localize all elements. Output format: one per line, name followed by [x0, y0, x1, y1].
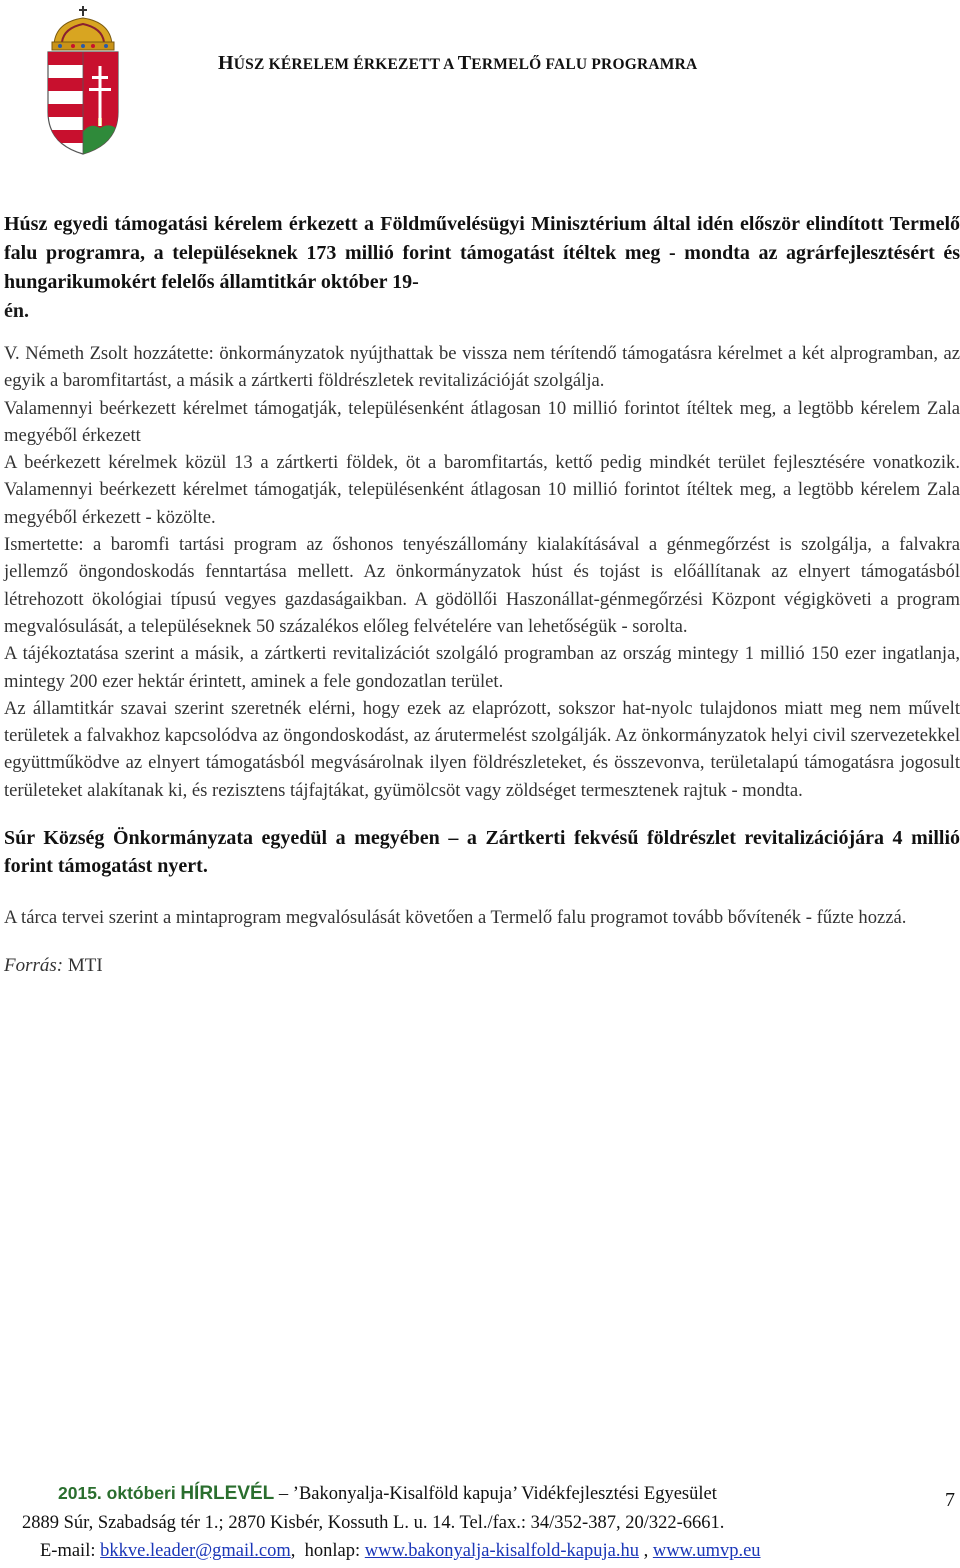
- article-closing: A tárca tervei szerint a mintaprogram megvalósulását követően a Termelő falu programot tovább bővítenék - fűzte hozzá.: [4, 907, 907, 929]
- article-paragraph: Az államtitkár szavai szerint szeretnék elérni, hogy ezek az elaprózott, sokszor hat-nyolc tulajdonos miatt meg nem művelt területek a falvakhoz kapcsolódva az öngondoskodást, az árutermelést szolgálják. Az önkormányzatok helyi civil szervezetekkel együttműködve az elnyert támogatásból megvásárolnak ilyen földrészleteket, és összevonva, területalapú támogatásra jogosult területeket alakítanak ki, és rezisztens tájfajtákat, gyümölcsöt vagy zöldséget termesztenek rajtuk - mondta.: [4, 697, 960, 801]
- footer-address: 2889 Súr, Szabadság tér 1.; 2870 Kisbér, Kossuth L. u. 14. Tel./fax.: 34/352-387, 20/322-6661.: [22, 1513, 725, 1533]
- title-part-1: H: [218, 52, 234, 74]
- article-lead-end: én.: [4, 300, 29, 322]
- title-part-4: ERMELŐ FALU PROGRAMRA: [471, 56, 698, 73]
- page-header-title: [218, 52, 697, 75]
- article: [4, 210, 960, 977]
- footer-month: 2015. októberi: [58, 1483, 176, 1503]
- article-paragraph: A beérkezett kérelmek közül 13 a zártkerti földek, öt a baromfitartás, kettő pedig mindkét terület fejlesztésére vonatkozik. Valamennyi beérkezett kérelmet támogatják, településenként átlagosan 10 millió forintot ítéltek meg, a legtöbb kérelem Zala megyéből érkezett - közölte.: [4, 452, 960, 528]
- footer-organization: ’Bakonyalja-Kisalföld kapuja’ Vidékfejlesztési Egyesület: [292, 1484, 717, 1504]
- article-paragraph: A tájékoztatása szerint a másik, a zártkerti revitalizációt szolgáló programban az ország mintegy 1 millió 150 ezer ingatlanja, mintegy 200 ezer hektár érintett, aminek a fele gondozatlan terület.: [4, 643, 960, 692]
- footer-website-link[interactable]: www.bakonyalja-kisalfold-kapuja.hu: [364, 1541, 639, 1561]
- footer-web-label: honlap:: [304, 1541, 361, 1561]
- article-source: [4, 955, 960, 977]
- footer-website2-link[interactable]: www.umvp.eu: [652, 1541, 761, 1561]
- footer-newsletter-line: [58, 1483, 717, 1505]
- article-paragraph: Valamennyi beérkezett kérelmet támogatják, településenként átlagosan 10 millió forintot ítéltek meg, a legtöbb kérelem Zala megyéből érkezett: [4, 397, 960, 446]
- hungarian-coat-of-arms-icon: [40, 4, 126, 156]
- footer-email-link[interactable]: bkkve.leader@gmail.com: [100, 1541, 291, 1561]
- footer-contact-line: E-mail: bkkve.leader@gmail.com, honlap: www.bakonyalja-kisalfold-kapuja.hu , www.umvp.eu: [40, 1541, 761, 1561]
- source-label: Forrás:: [4, 955, 64, 977]
- title-part-2: ÚSZ KÉRELEM ÉRKEZETT A: [233, 56, 458, 73]
- article-highlight: Súr Község Önkormányzata egyedül a megyében – a Zártkerti fekvésű földrészlet revitalizációjára 4 millió forint támogatást nyert.: [4, 827, 960, 878]
- article-paragraph: Ismertette: a baromfi tartási program az őshonos tenyészállomány kialakításával a génmegőrzést is szolgálja, a falvakra jellemző öngondoskodás fenntartása mellett. Az önkormányzatok húst és tojást is előállítanak az elnyert támogatásból létrehozott ökológiai típusú vegyes gazdaságaikban. A gödöllői Haszonállat-génmegőrzési Központ végigköveti a program megvalósulását, a településeknek 50 százalékos előleg felvételére van lehetőségük - sorolta.: [4, 534, 960, 637]
- article-paragraph: V. Németh Zsolt hozzátette: önkormányzatok nyújthattak be vissza nem térítendő támogatásra kérelmet a két alprogramban, az egyik a baromfitartást, a másik a zártkerti földrészletek revitalizációját szolgálja.: [4, 343, 960, 392]
- footer-dash: –: [278, 1484, 289, 1504]
- footer-newsletter: HÍRLEVÉL: [180, 1483, 275, 1504]
- source-value: MTI: [67, 955, 103, 977]
- article-lead: Húsz egyedi támogatási kérelem érkezett a Földművelésügyi Minisztérium által idén először elindított Termelő falu programra, a településeknek 173 millió forint támogatást ítéltek meg - mondta az agrárfejlesztésért és hungarikumokért felelős államtitkár október 19-: [4, 213, 960, 293]
- page-number: 7: [945, 1489, 955, 1511]
- title-part-3: T: [457, 52, 472, 74]
- footer-email-label: E-mail:: [40, 1541, 96, 1561]
